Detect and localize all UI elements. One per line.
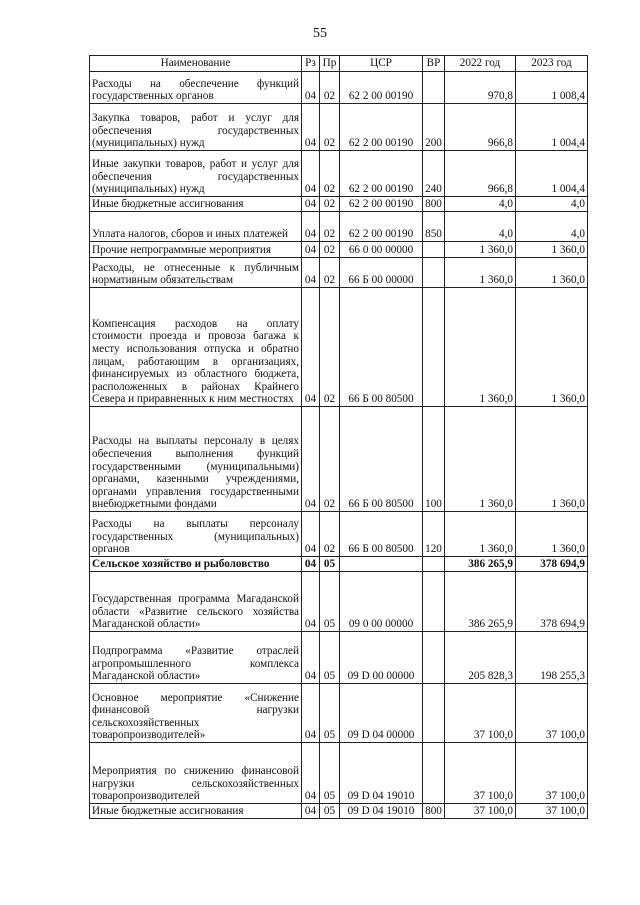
cell-y2022: 1 360,0: [445, 288, 516, 407]
cell-y2023: 1 360,0: [516, 512, 588, 557]
cell-name: Основное мероприятие «Снижение финансовой нагрузки сельскохозяйственных товаропроизводителей»: [90, 684, 302, 743]
cell-pr: 02: [320, 242, 340, 258]
cell-vr: [423, 242, 445, 258]
cell-rz: 04: [302, 242, 320, 258]
cell-y2023: 1 360,0: [516, 258, 588, 288]
cell-rz: 04: [302, 258, 320, 288]
cell-y2022: 966,8: [445, 104, 516, 151]
cell-csr: 62 2 00 00190: [340, 72, 423, 104]
budget-table: [89, 55, 588, 819]
cell-pr: 02: [320, 104, 340, 151]
cell-rz: 04: [302, 684, 320, 743]
table-row: [90, 512, 588, 557]
cell-y2023: 37 100,0: [516, 804, 588, 819]
cell-pr: 05: [320, 632, 340, 684]
cell-y2023: 378 694,9: [516, 572, 588, 632]
header-csr: ЦСР: [340, 56, 423, 72]
cell-name: Сельское хозяйство и рыболовство: [90, 557, 302, 572]
cell-y2023: 1 360,0: [516, 407, 588, 512]
cell-csr: 62 2 00 00190: [340, 212, 423, 242]
header-name: Наименование: [90, 56, 302, 72]
cell-name: Иные бюджетные ассигнования: [90, 804, 302, 819]
cell-pr: 02: [320, 258, 340, 288]
cell-y2022: 4,0: [445, 212, 516, 242]
cell-name: Иные закупки товаров, работ и услуг для обеспечения государственных (муниципальных) нужд: [90, 151, 302, 197]
cell-csr: 66 Б 00 80500: [340, 288, 423, 407]
cell-vr: [423, 72, 445, 104]
cell-vr: [423, 572, 445, 632]
cell-y2023: 1 360,0: [516, 288, 588, 407]
cell-y2023: 4,0: [516, 197, 588, 212]
cell-y2022: 4,0: [445, 197, 516, 212]
cell-name: Мероприятия по снижению финансовой нагрузки сельскохозяйственных товаропроизводителей: [90, 743, 302, 804]
cell-y2022: 386 265,9: [445, 572, 516, 632]
cell-name: Уплата налогов, сборов и иных платежей: [90, 212, 302, 242]
cell-pr: 05: [320, 743, 340, 804]
cell-csr: 62 2 00 00190: [340, 151, 423, 197]
cell-y2023: 1 004,4: [516, 151, 588, 197]
cell-rz: 04: [302, 288, 320, 407]
cell-vr: 200: [423, 104, 445, 151]
table-row: [90, 212, 588, 242]
table-row: [90, 104, 588, 151]
cell-name: Компенсация расходов на оплату стоимости проезда и провоза багажа к месту использования отпуска и обратно лицам, работающим в организациях, финансируемых из областного бюджета, расположенных в районах Крайнего Севера и приравненных к ним местностях: [90, 288, 302, 407]
table-row: [90, 743, 588, 804]
cell-csr: 66 0 00 00000: [340, 242, 423, 258]
cell-name: Расходы на обеспечение функций государственных органов: [90, 72, 302, 104]
table-row: [90, 572, 588, 632]
cell-y2022: 37 100,0: [445, 804, 516, 819]
cell-csr: [340, 557, 423, 572]
cell-y2023: 378 694,9: [516, 557, 588, 572]
cell-y2022: 966,8: [445, 151, 516, 197]
cell-csr: 66 Б 00 80500: [340, 407, 423, 512]
cell-vr: 800: [423, 804, 445, 819]
cell-y2022: 386 265,9: [445, 557, 516, 572]
cell-csr: 09 D 04 00000: [340, 684, 423, 743]
cell-rz: 04: [302, 212, 320, 242]
cell-name: Расходы на выплаты персоналу государственных (муниципальных) органов: [90, 512, 302, 557]
cell-y2022: 37 100,0: [445, 743, 516, 804]
cell-rz: 04: [302, 557, 320, 572]
table-row: [90, 258, 588, 288]
cell-rz: 04: [302, 151, 320, 197]
cell-pr: 02: [320, 197, 340, 212]
cell-vr: 240: [423, 151, 445, 197]
cell-y2022: 970,8: [445, 72, 516, 104]
cell-pr: 05: [320, 804, 340, 819]
cell-rz: 04: [302, 572, 320, 632]
page-number: 55: [313, 26, 327, 41]
header-pr: Пр: [320, 56, 340, 72]
cell-y2022: 1 360,0: [445, 407, 516, 512]
cell-pr: 05: [320, 572, 340, 632]
cell-csr: 62 2 00 00190: [340, 104, 423, 151]
cell-y2022: 37 100,0: [445, 684, 516, 743]
cell-pr: 02: [320, 407, 340, 512]
cell-y2022: 205 828,3: [445, 632, 516, 684]
cell-vr: 100: [423, 407, 445, 512]
cell-name: Закупка товаров, работ и услуг для обеспечения государственных (муниципальных) нужд: [90, 104, 302, 151]
cell-pr: 02: [320, 72, 340, 104]
cell-vr: [423, 632, 445, 684]
cell-rz: 04: [302, 104, 320, 151]
table-row: [90, 632, 588, 684]
cell-y2023: 1 004,4: [516, 104, 588, 151]
cell-rz: 04: [302, 512, 320, 557]
cell-vr: [423, 258, 445, 288]
table-row: [90, 242, 588, 258]
cell-vr: 800: [423, 197, 445, 212]
table-row: [90, 804, 588, 819]
cell-rz: 04: [302, 197, 320, 212]
cell-vr: [423, 557, 445, 572]
table-body: [90, 72, 588, 819]
cell-pr: 02: [320, 512, 340, 557]
cell-name: Государственная программа Магаданской области «Развитие сельского хозяйства Магаданской области»: [90, 572, 302, 632]
table-row: [90, 684, 588, 743]
header-2023: 2023 год: [516, 56, 588, 72]
cell-vr: 120: [423, 512, 445, 557]
cell-csr: 09 D 04 19010: [340, 743, 423, 804]
cell-rz: 04: [302, 72, 320, 104]
cell-y2023: 37 100,0: [516, 743, 588, 804]
cell-csr: 62 2 00 00190: [340, 197, 423, 212]
cell-csr: 09 0 00 00000: [340, 572, 423, 632]
cell-pr: 05: [320, 557, 340, 572]
cell-pr: 02: [320, 151, 340, 197]
cell-csr: 09 D 00 00000: [340, 632, 423, 684]
table-row: [90, 557, 588, 572]
table-row: [90, 151, 588, 197]
header-2022: 2022 год: [445, 56, 516, 72]
cell-pr: 02: [320, 212, 340, 242]
cell-y2023: 1 008,4: [516, 72, 588, 104]
cell-pr: 05: [320, 684, 340, 743]
cell-y2023: 198 255,3: [516, 632, 588, 684]
table-row: [90, 72, 588, 104]
cell-rz: 04: [302, 743, 320, 804]
cell-vr: [423, 288, 445, 407]
cell-name: Расходы, не отнесенные к публичным нормативным обязательствам: [90, 258, 302, 288]
cell-vr: [423, 684, 445, 743]
cell-y2023: 4,0: [516, 212, 588, 242]
cell-name: Подпрограмма «Развитие отраслей агропромышленного комплекса Магаданской области»: [90, 632, 302, 684]
cell-y2022: 1 360,0: [445, 242, 516, 258]
cell-csr: 09 D 04 19010: [340, 804, 423, 819]
cell-y2022: 1 360,0: [445, 512, 516, 557]
cell-rz: 04: [302, 632, 320, 684]
cell-y2023: 37 100,0: [516, 684, 588, 743]
cell-pr: 02: [320, 288, 340, 407]
cell-y2022: 1 360,0: [445, 258, 516, 288]
cell-csr: 66 Б 00 00000: [340, 258, 423, 288]
cell-name: Иные бюджетные ассигнования: [90, 197, 302, 212]
cell-vr: 850: [423, 212, 445, 242]
cell-rz: 04: [302, 804, 320, 819]
cell-csr: 66 Б 00 80500: [340, 512, 423, 557]
cell-name: Прочие непрограммные мероприятия: [90, 242, 302, 258]
header-rz: Рз: [302, 56, 320, 72]
cell-rz: 04: [302, 407, 320, 512]
table-header-row: [90, 56, 588, 72]
table-row: [90, 197, 588, 212]
cell-y2023: 1 360,0: [516, 242, 588, 258]
table-row: [90, 407, 588, 512]
cell-vr: [423, 743, 445, 804]
cell-name: Расходы на выплаты персоналу в целях обеспечения выполнения функций государственными (муниципальными) органами, казенными учреждениями, органами управления государственными внебюджетными фондами: [90, 407, 302, 512]
header-vr: ВР: [423, 56, 445, 72]
table-row: [90, 288, 588, 407]
